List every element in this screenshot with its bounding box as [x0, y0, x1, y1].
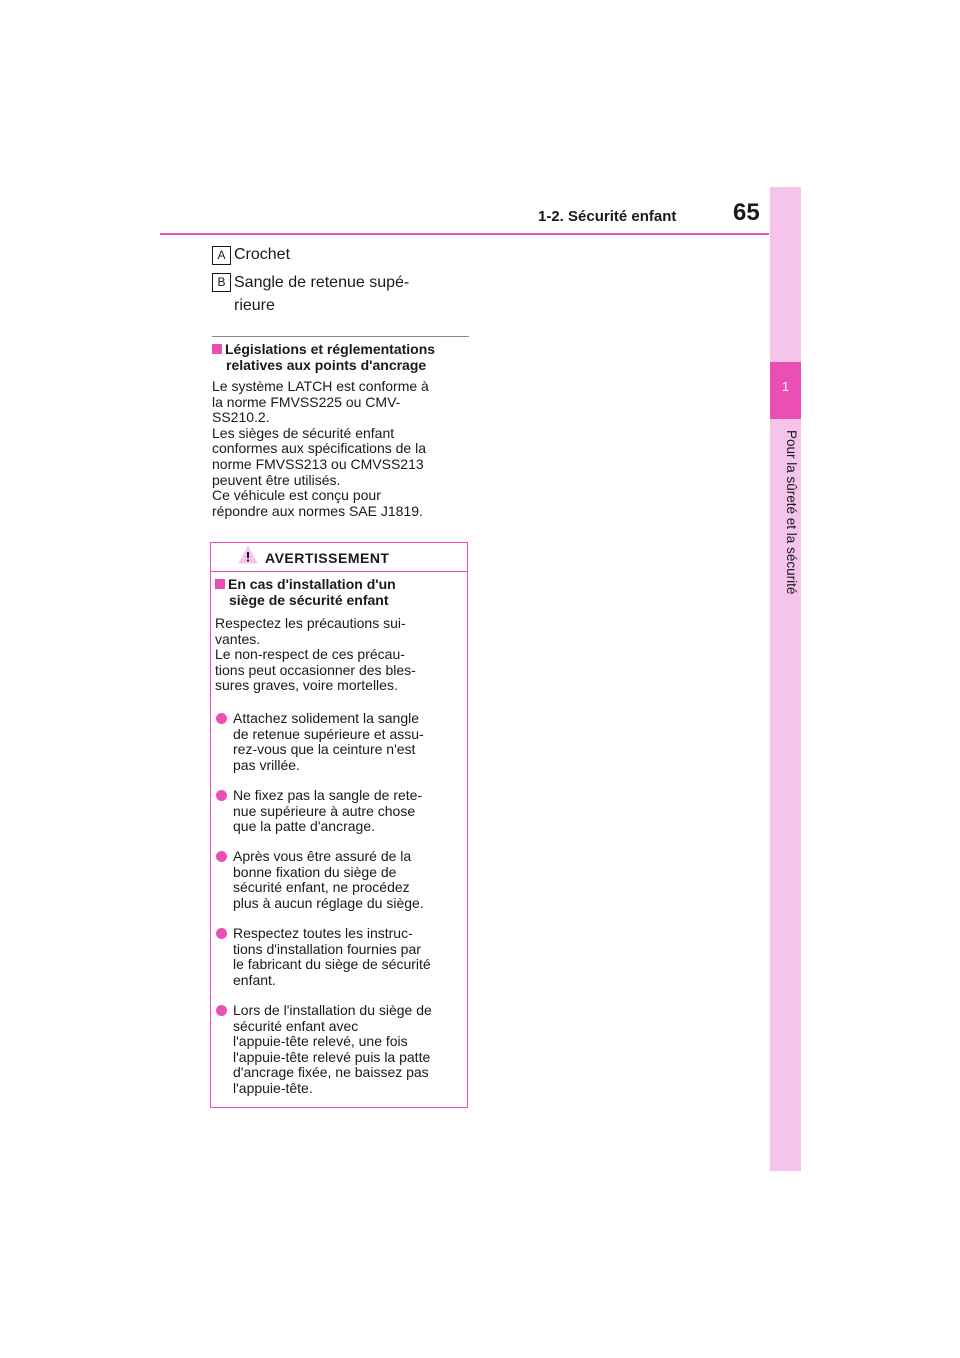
legend-key-a: A	[212, 246, 231, 265]
circle-bullet-icon	[216, 928, 227, 939]
bullet-line: que la patte d'ancrage.	[233, 818, 376, 835]
warning-subheading	[215, 577, 465, 608]
section-heading	[212, 342, 474, 373]
bullet-line: sécurité enfant, ne procédez	[233, 879, 410, 896]
bullet-line: sécurité enfant avec	[233, 1017, 359, 1034]
circle-bullet-icon	[216, 1005, 227, 1016]
bullet-line: de retenue supérieure et assu-	[233, 725, 424, 742]
body-line: conformes aux spécifications de la	[212, 440, 426, 457]
section-heading-line2: relatives aux points d'ancrage	[226, 356, 427, 373]
square-bullet-icon	[215, 579, 225, 589]
body-line: la norme FMVSS225 ou CMV-	[212, 393, 401, 410]
body-line: répondre aux normes SAE J1819.	[212, 502, 423, 519]
bullet-line: pas vrillée.	[233, 756, 300, 773]
bullet-line: l'appuie-tête.	[233, 1079, 313, 1096]
bullet-line: Après vous être assuré de la	[233, 848, 412, 864]
bullet-line: bonne fixation du siège de	[233, 863, 397, 880]
bullet-line: Respectez toutes les instruc-	[233, 925, 413, 941]
header-rule	[160, 233, 769, 235]
section-rule	[212, 336, 469, 337]
intro-line: sures graves, voire mortelles.	[215, 677, 398, 694]
page-number: 65	[733, 199, 760, 226]
square-bullet-icon	[212, 344, 222, 354]
section-title: 1-2. Sécurité enfant	[538, 208, 677, 225]
body-line: norme FMVSS213 ou CMVSS213	[212, 455, 424, 472]
body-line: SS210.2.	[212, 409, 270, 426]
bullet-line: l'appuie-tête relevé puis la patte	[233, 1048, 431, 1065]
legend-label-b-line2: rieure	[234, 297, 275, 314]
warning-box	[210, 542, 468, 1108]
section-heading-line1: Législations et réglementations	[225, 341, 436, 357]
body-line: Le système LATCH est conforme à	[212, 378, 429, 394]
intro-line: Respectez les précautions sui-	[215, 615, 406, 631]
bullet-line: l'appuie-tête relevé, une fois	[233, 1033, 408, 1050]
circle-bullet-icon	[216, 713, 227, 724]
chapter-title: Pour la sûreté et la sécurité	[784, 430, 799, 595]
bullet-line: le fabricant du siège de sécurité	[233, 956, 431, 973]
circle-bullet-icon	[216, 790, 227, 801]
intro-line: vantes.	[215, 630, 261, 647]
bullet-line: plus à aucun réglage du siège.	[233, 894, 424, 911]
chapter-number: 1	[781, 379, 790, 394]
warning-intro	[215, 616, 465, 694]
bullet-line: Lors de l'installation du siège de	[233, 1002, 432, 1018]
bullet-line: rez-vous que la ceinture n'est	[233, 741, 416, 758]
warning-subheading-line1: En cas d'installation d'un	[228, 576, 396, 592]
intro-line: Le non-respect de ces précau-	[215, 646, 405, 663]
warning-subheading-line2: siège de sécurité enfant	[229, 591, 389, 608]
section-body	[212, 379, 474, 519]
bullet-line: tions d'installation fournies par	[233, 940, 421, 957]
bullet-line: Attachez solidement la sangle	[233, 710, 419, 726]
bullet-line: Ne fixez pas la sangle de rete-	[233, 787, 423, 803]
bullet-line: d'ancrage fixée, ne baissez pas	[233, 1064, 429, 1081]
body-line: Les sièges de sécurité enfant	[212, 424, 395, 441]
circle-bullet-icon	[216, 851, 227, 862]
body-line: peuvent être utilisés.	[212, 471, 341, 488]
warning-title: AVERTISSEMENT	[265, 550, 390, 566]
bullet-line: nue supérieure à autre chose	[233, 802, 416, 819]
intro-line: tions peut occasionner des bles-	[215, 661, 416, 678]
warning-triangle-icon	[238, 546, 258, 569]
bullet-line: enfant.	[233, 971, 276, 988]
warning-header	[211, 543, 467, 572]
legend-key-b: B	[212, 273, 231, 292]
legend-label-a: Crochet	[234, 246, 291, 263]
body-line: Ce véhicule est conçu pour	[212, 487, 381, 504]
legend-label-b-line1: Sangle de retenue supé-	[234, 274, 410, 291]
